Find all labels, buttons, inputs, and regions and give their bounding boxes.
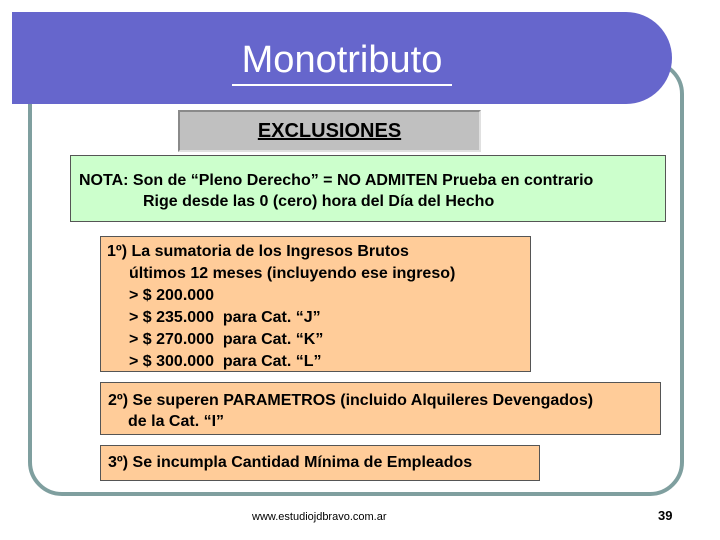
item1-line-6: > $ 300.000 para Cat. “L” xyxy=(129,353,322,370)
title-underline xyxy=(232,84,452,86)
title-bar xyxy=(12,12,672,104)
item2-line-1: 2º) Se superen PARAMETROS (incluido Alquileres Devengados) xyxy=(108,392,594,409)
item1-line-5: > $ 270.000 para Cat. “K” xyxy=(129,331,324,348)
exclusion-item-3 xyxy=(100,445,540,481)
subtitle-box xyxy=(178,110,481,152)
item1-line-3: > $ 200.000 xyxy=(129,287,214,304)
nota-line-1: NOTA: Son de “Pleno Derecho” = NO ADMITEN Prueba en contrario xyxy=(79,172,594,189)
page-number: 39 xyxy=(658,508,673,523)
footer-url: www.estudiojdbravo.com.ar xyxy=(252,511,387,523)
item2-line-2: de la Cat. “I” xyxy=(128,413,225,430)
slide-title: Monotributo xyxy=(241,39,443,81)
nota-box xyxy=(70,155,666,222)
item1-line-2: últimos 12 meses (incluyendo ese ingreso) xyxy=(129,265,456,282)
exclusion-item-1 xyxy=(100,236,531,372)
subtitle-text: EXCLUSIONES xyxy=(257,120,402,142)
item1-line-1: 1º) La sumatoria de los Ingresos Brutos xyxy=(107,243,409,260)
exclusion-item-2 xyxy=(100,382,661,435)
item3-line-1: 3º) Se incumpla Cantidad Mínima de Empleados xyxy=(108,454,473,471)
nota-line-2: Rige desde las 0 (cero) hora del Día del Hecho xyxy=(143,193,495,210)
title-rule xyxy=(112,105,652,108)
item1-line-4: > $ 235.000 para Cat. “J” xyxy=(129,309,321,326)
